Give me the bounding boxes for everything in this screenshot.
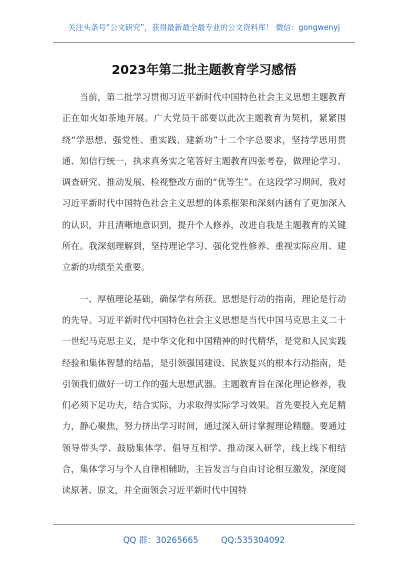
page-title: 2023年第二批主题教育学习感悟 bbox=[111, 62, 297, 77]
footer-qq: QQ:535304092 bbox=[220, 535, 285, 545]
document-body bbox=[62, 88, 346, 503]
footer-qq-group: QQ 群：30265665 bbox=[123, 535, 199, 545]
header-note: 关注头条号“公文研究”，获得最新最全最专业的公文资料库！ 微信：gongwenyj bbox=[68, 23, 340, 32]
footer-divider bbox=[53, 524, 355, 525]
header-divider bbox=[53, 42, 355, 43]
paragraph-section-one: 一、厚植理论基础，确保学有所获。思想是行动的指南，理论是行动的先导。习近平新时代中国特色社会主义思想是当代中国马克思主义二十一世纪马克思主义，是中华文化和中国精神的时代精华，是党和人民实践经验和集体智慧的结晶，是引领强国建设、民族复兴的根本行动指南，是引领我们做好一切工作的强大思想武器。主题教育旨在深化理论修养，我们必须下足功夫，结合实际，力求取得实际学习效果。首先要投入充足精力，静心聚焦，努力挤出学习时间，通过深入研讨掌握理论精髓。要通过领导带头学、鼓励集体学、倡导互相学、推动深入研学，线上线下相结合，集体学习与个人自律相辅助，主旨发言与自由讨论相互激发，深度阅读原著、原文，并全面领会习近平新时代中国特 bbox=[62, 294, 346, 497]
footer-note bbox=[0, 534, 408, 546]
paragraph-intro: 当前，第二批学习贯彻习近平新时代中国特色社会主义思想主题教育正在如火如荼地开展。广大党员干部要以此次主题教育为契机，紧紧围绕“学思想、强党性、重实践、建新功”十二个字总要求，坚持学思用贯通、知信行统一，执求真务实之笔答好主题教育四张考卷，做理论学习、调查研究、推动发展、检视整改方面的“优等生”。在这段学习期间，我对习近平新时代中国特色社会主义思想的体系框架和深刻内涵有了更加深入的认识，并且清晰地意识到，提升个人修养，改进自我是主题教育的关键所在。我深刻理解到，坚持理论学习、强化党性修养、重视实际应用、建立新的功绩至关重要。 bbox=[62, 93, 346, 274]
